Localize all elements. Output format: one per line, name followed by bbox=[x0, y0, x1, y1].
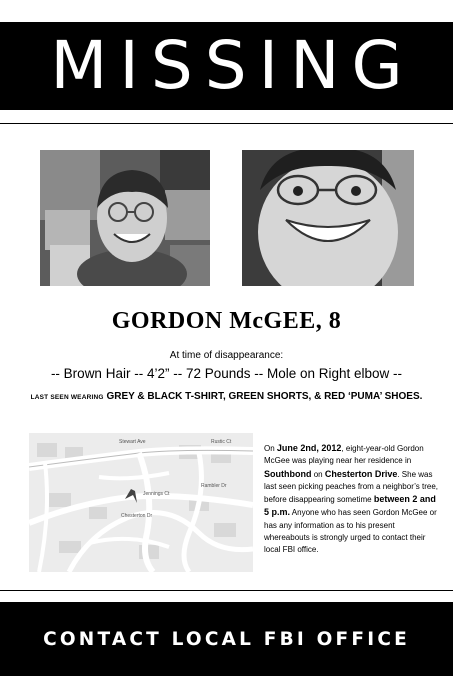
divider-bottom bbox=[0, 590, 453, 591]
story-text: Anyone who has seen Gordon McGee or has any information as to his present whereabouts is strongly urged to contact their local FBI office. bbox=[264, 508, 437, 555]
map-label: Jennings Ct bbox=[143, 491, 170, 497]
photo-boy-room bbox=[40, 150, 210, 286]
street-map bbox=[29, 433, 253, 572]
divider-top bbox=[0, 123, 453, 124]
child-name: GORDON McGEE, 8 bbox=[111, 308, 342, 334]
physical-description: -- Brown Hair -- 4’2” -- 72 Pounds -- Mole on Right elbow -- bbox=[50, 366, 403, 381]
contact-banner bbox=[0, 602, 453, 676]
headline: MISSING bbox=[50, 27, 415, 104]
story-place: Southbond bbox=[264, 468, 312, 479]
story-text: on bbox=[311, 469, 325, 479]
story-text: . She was last seen picking peaches from a neighbor’s tree, before disappearing sometime bbox=[264, 469, 439, 505]
last-seen-prefix: LAST SEEN WEARING bbox=[30, 394, 104, 401]
map-label: Stewart Ave bbox=[119, 439, 146, 445]
map-label: Rambler Dr bbox=[201, 483, 227, 489]
incident-description bbox=[264, 442, 440, 557]
story-street: Chesterton Drive bbox=[324, 468, 398, 479]
story-date: June 2nd, 2012 bbox=[276, 443, 342, 453]
map-label: Chesterton Dr bbox=[121, 513, 153, 519]
headline-banner bbox=[0, 22, 453, 110]
last-seen-line bbox=[0, 391, 453, 402]
story-text: , eight-year-old Gordon McGee was playing near her residence in bbox=[264, 444, 424, 466]
story-time: between 2 and 5 p.m. bbox=[264, 494, 436, 518]
time-label: At time of disappearance: bbox=[169, 350, 284, 361]
map-label: Rustic Ct bbox=[211, 439, 232, 445]
story-text: On bbox=[264, 444, 277, 453]
photo-boy-closeup bbox=[242, 150, 414, 286]
contact-text: CONTACT LOCAL FBI OFFICE bbox=[43, 628, 410, 650]
last-seen-clothes: GREY & BLACK T-SHIRT, GREEN SHORTS, & RED ‘PUMA’ SHOES. bbox=[106, 391, 423, 402]
